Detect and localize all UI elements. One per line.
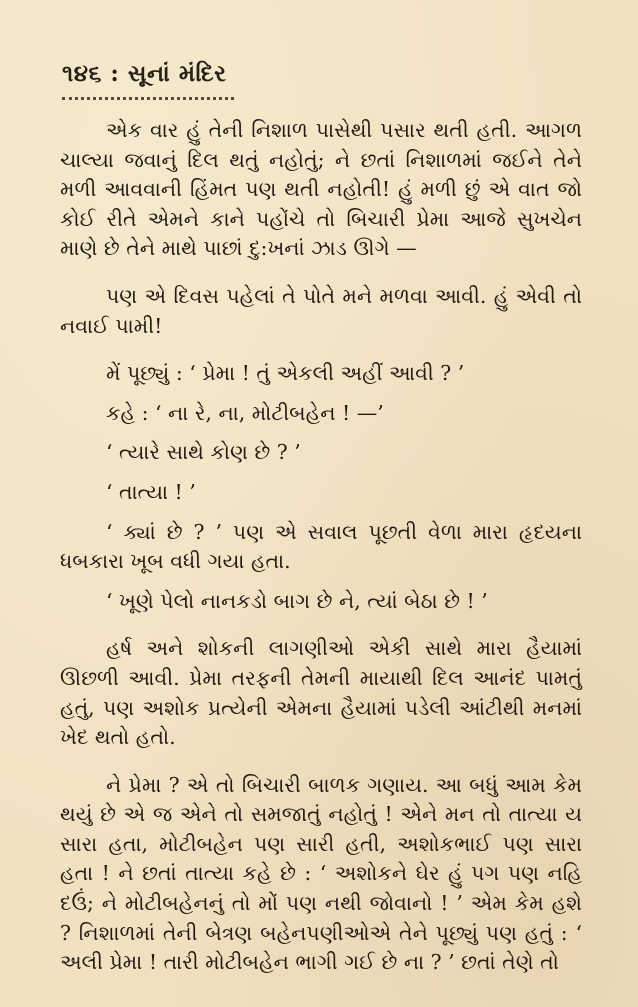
paragraph: ને પ્રેમા ? એ તો બિચારી બાળક ગણાય. આ બધું આમ કેમ થયું છે એ જ એને તો સમજાતું નહોતું ! એને મન તો તાત્યા ય સારા હતા, મોટીબહેન પણ સારી હતી, અશોકભાઈ પણ સારા હતા ! ને છતાં તાત્યા કહે છે : ‘ અશોકને ઘેર હું પગ પણ નહિ દઉં; ને મોટીબહેનનું તો મોં પણ નથી જોવાનો ! ’ એમ કેમ હશે ? નિશાળમાં તેની બેત્રણ બહેનપણીઓએ તેને પૂછ્યું પણ હતું : ‘ અલી પ્રેમા ! તારી મોટીબહેન ભાગી ગઈ છે ના ? ’ છતાં તેણે તો xyxy=(60,772,582,975)
paragraph: એક વાર હું તેની નિશાળ પાસેથી પસાર થતી હતી. આગળ ચાલ્યા જવાનું દિલ થતું નહોતું; ને છતાં નિશાળમાં જઈને તેને મળી આવવાની હિંમત પણ થતી નહોતી! હું મળી છું એ વાત જો કોઈ રીતે એમને કાને પહોંચે તો બિચારી પ્રેમા આજે સુખચેન માણે છે તેને માથે પાછાં દુ:ખનાં ઝાડ ઊગે — xyxy=(60,118,582,261)
paragraph: કહે : ‘ ના રે, ના, મોટીબહેન ! —’ xyxy=(106,400,384,425)
header-dotted-rule xyxy=(62,97,234,103)
paragraph: ‘ ત્યારે સાથે કોણ છે ? ’ xyxy=(106,440,301,465)
paragraph: પણ એ દિવસ પહેલાં તે પોતે મને મળવા આવી. હું એવી તો નવાઈ પામી! xyxy=(60,283,582,338)
body-text xyxy=(60,116,582,992)
paragraph: ‘ ખૂણે પેલો નાનકડો બાગ છે ને, ત્યાં બેઠા છે ! ’ xyxy=(106,588,488,613)
paragraph: હર્ષ અને શોકની લાગણીઓ એકી સાથે મારા હૈયામાં ઊછળી આવી. પ્રેમા તરફની તેમની માયાથી દિલ આનંદ પામતું હતું, પણ અશોક પ્રત્યેની એમના હૈયામાં પડેલી આંટીથી મનમાં ખેદ થતો હતો. xyxy=(60,636,582,750)
paragraph: ‘ ક્યાં છે ? ’ પણ એ સવાલ પૂછતી વેળા મારા હૃદયના ધબકારા ખૂબ વધી ગયા હતા. xyxy=(60,519,582,574)
paragraph: મેં પૂછ્યું : ‘ પ્રેમા ! તું એકલી અહીં આવી ? ’ xyxy=(106,361,465,386)
page-header: ૧૪૬ : સૂનાં મંદિર xyxy=(62,60,227,87)
paragraph: ‘ તાત્યા ! ’ xyxy=(106,479,196,504)
